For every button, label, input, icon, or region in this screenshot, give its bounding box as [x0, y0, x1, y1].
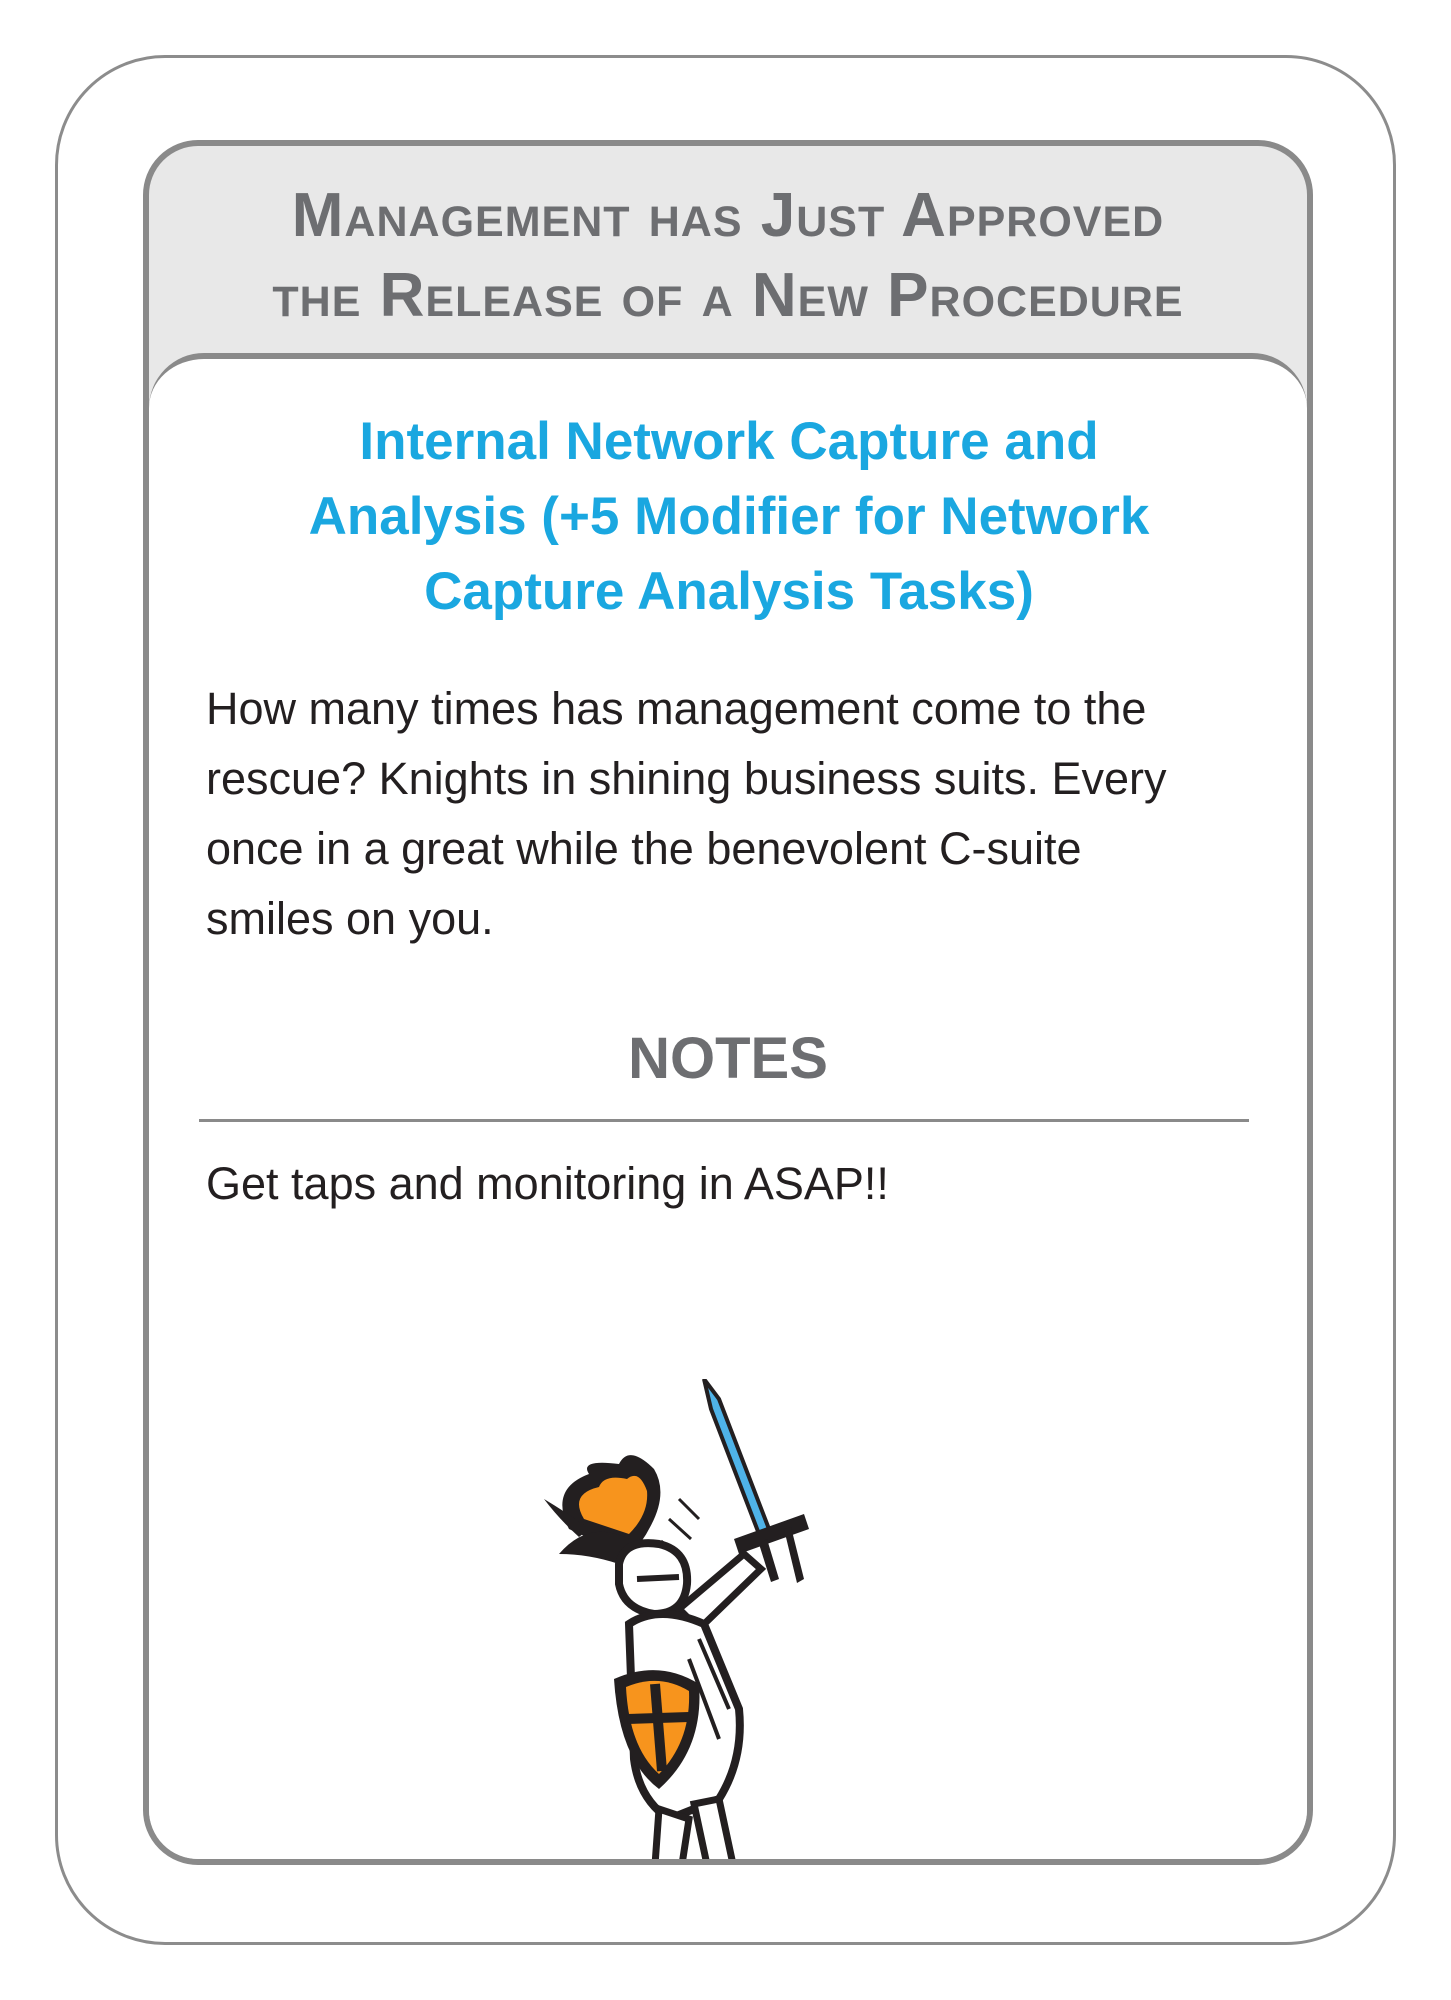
procedure-subtitle-line-2: Analysis (+5 Modifier for Network — [308, 487, 1150, 546]
knight-with-sword-icon — [529, 1379, 949, 1865]
procedure-subtitle — [189, 404, 1269, 629]
card-title — [149, 176, 1307, 336]
notes-divider — [199, 1119, 1249, 1122]
card-title-line-1: Management has Just Approved — [291, 181, 1165, 250]
card-description-line-4: smiles on you. — [206, 893, 494, 944]
notes-text: Get taps and monitoring in ASAP!! — [206, 1158, 889, 1209]
card-description-line-1: How many times has management come to the — [206, 683, 1147, 734]
sword-icon — [704, 1379, 809, 1583]
card-description-line-3: once in a great while the benevolent C-suite — [206, 823, 1082, 874]
notes-heading: NOTES — [628, 1026, 828, 1091]
procedure-subtitle-line-3: Capture Analysis Tasks) — [424, 562, 1034, 621]
card-frame — [143, 140, 1313, 1865]
card-title-line-2: the Release of a New Procedure — [272, 261, 1184, 330]
procedure-subtitle-line-1: Internal Network Capture and — [359, 412, 1099, 471]
card-description — [206, 674, 1266, 954]
card-content-panel — [149, 353, 1307, 1865]
card-description-line-2: rescue? Knights in shining business suits. Every — [206, 753, 1167, 804]
